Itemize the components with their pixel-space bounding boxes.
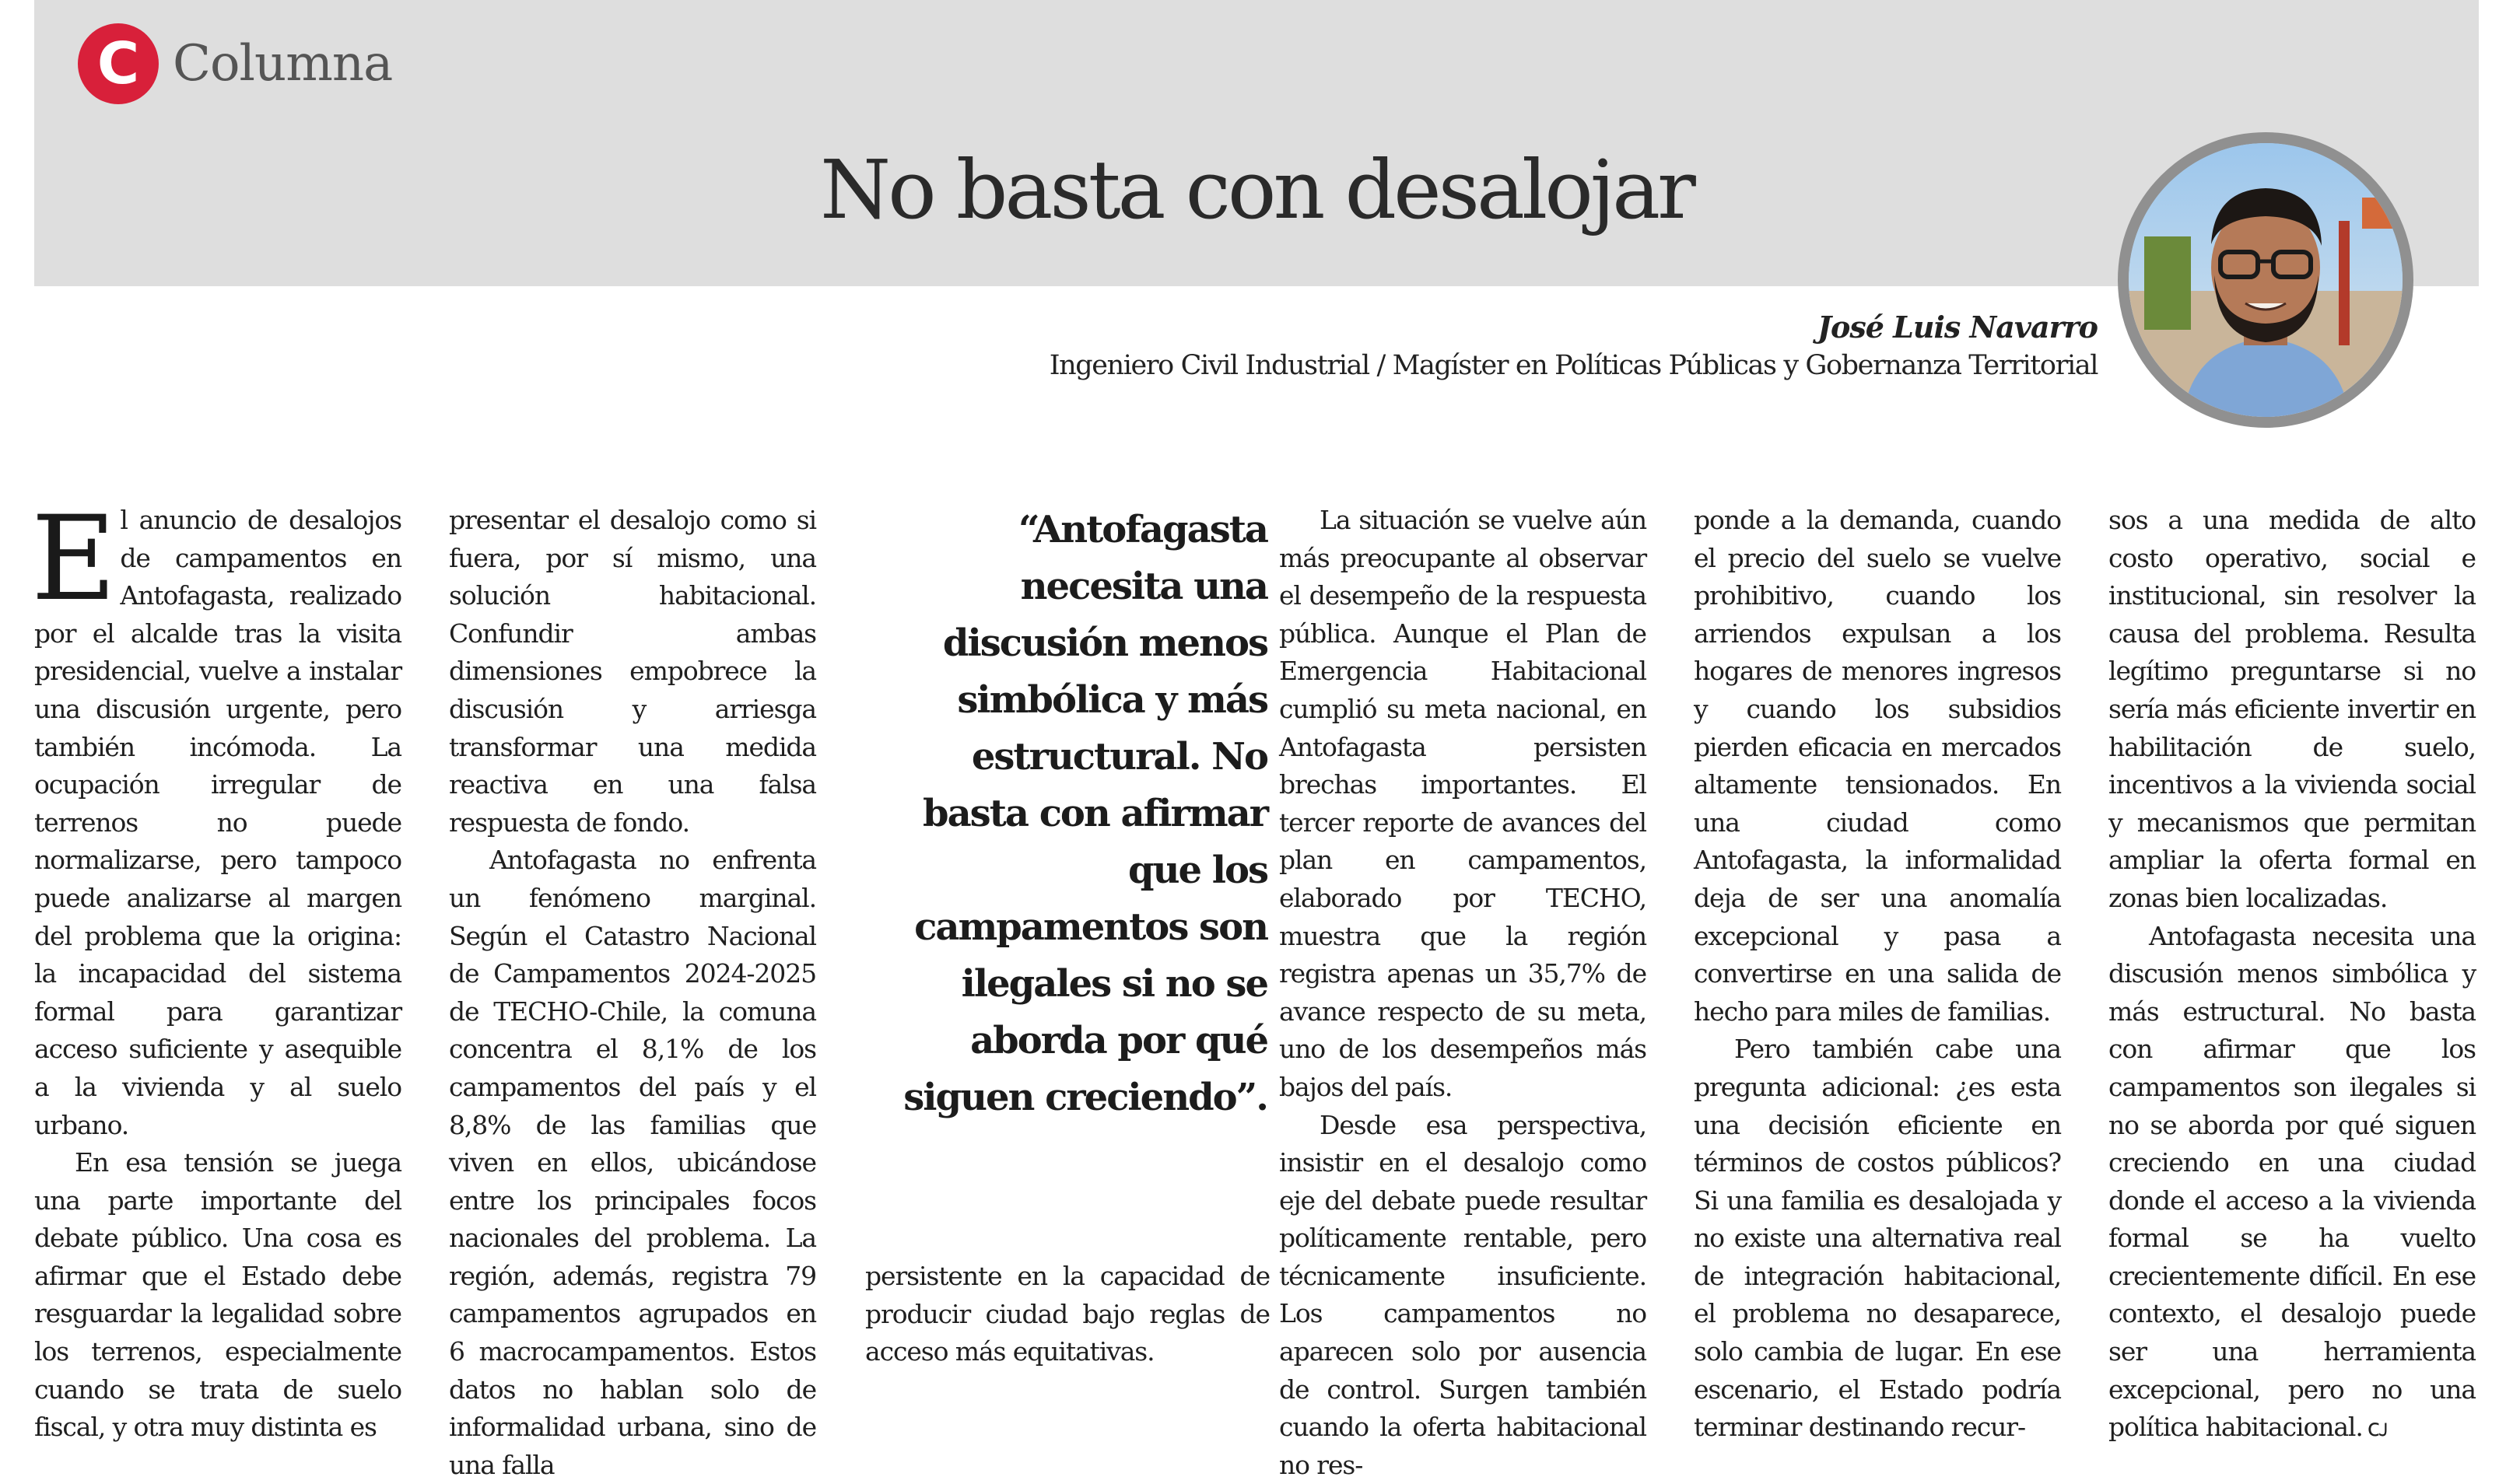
author-photo: [2118, 132, 2413, 428]
column-2: [449, 502, 816, 1484]
column-4: [1279, 502, 1646, 1484]
paragraph: Desde esa perspectiva, insistir en el desalojo como eje del debate puede resultar políticamente rentable, pero técnicamente insuficiente. Los campamentos no aparecen solo por ausencia de control. Surgen también cuando la oferta habitacional no res-: [1279, 1107, 1646, 1484]
paragraph: La situación se vuelve aún más preocupante al observar el desempeño de la respuesta pública. Aunque el Plan de Emergencia Habitacional cumplió su meta nacional, en Antofagasta persisten brechas importantes. El tercer reporte de avances del plan en campamentos, elaborado por TECHO, muestra que la región registra apenas un 35,7% de avance respecto de su meta, uno de los desempeños más bajos del país.: [1279, 502, 1646, 1107]
column-1: [34, 502, 401, 1447]
paragraph: presentar el desalojo como si fuera, por sí mismo, una solución habitacional. Confundir ambas dimensiones empobrece la discusión y arriesga transformar una medida reactiva en una falsa respuesta de fondo.: [449, 502, 816, 842]
author-portrait-image: [2129, 143, 2403, 417]
column-logo-icon: C: [78, 23, 159, 104]
paragraph: Antofagasta no enfrenta un fenómeno marginal. Según el Catastro Nacional de Campamentos 2024-2025 de TECHO-Chile, la comuna concentra el 8,1% de los campamentos del país y el 8,8% de las familias que viven en ellos, ubicándose entre los principales focos nacionales del problema. La región, además, registra 79 campamentos agrupados en 6 macrocampamentos. Estos datos no hablan solo de informalidad urbana, sino de una falla: [449, 842, 816, 1484]
end-mark-icon: ᴄᴊ: [2368, 1415, 2388, 1442]
paragraph: Antofagasta necesita una discusión menos simbólica y más estructural. No basta con afirmar que los campamentos son ilegales si no se aborda por qué siguen creciendo en una ciudad donde el acceso a la vivienda formal se ha vuelto crecientemente difícil. En ese contexto, el desalojo puede ser una herramienta excepcional, pero no una política habitacional.: [2108, 921, 2476, 1443]
article-body: [34, 502, 2479, 1419]
drop-cap: E: [31, 513, 115, 606]
paragraph: sos a una medida de alto costo operativo, social e institucional, sin resolver la causa del problema. Resulta legítimo preguntarse si no sería más eficiente invertir en habilitación de suelo, incentivos a la vivienda social y mecanismos que permitan ampliar la oferta formal en zonas bien localizadas.: [2108, 502, 2476, 918]
column-5: [1694, 502, 2061, 1447]
author-role: Ingeniero Civil Industrial / Magíster en Políticas Públicas y Gobernanza Territorial: [1050, 350, 2098, 381]
section-label: [78, 23, 392, 104]
paragraph: En esa tensión se juega una parte importante del debate público. Una cosa es afirmar que el Estado debe resguardar la legalidad sobre los terrenos, especialmente cuando se trata de suelo fiscal, y otra muy distinta es: [34, 1144, 401, 1447]
article-headline: No basta con desalojar: [34, 142, 2479, 239]
paragraph: ponde a la demanda, cuando el precio del suelo se vuelve prohibitivo, cuando los arriendos expulsan a los hogares de menores ingresos y cuando los subsidios pierden eficacia en mercados altamente tensionados. En una ciudad como Antofagasta, la informalidad deja de ser una anomalía excepcional y pasa a convertirse en una salida de hecho para miles de familias.: [1694, 502, 2061, 1031]
section-name: Columna: [173, 35, 392, 93]
paragraph: l anuncio de desalojos de campamentos en Antofagasta, realizado por el alcalde tras la visita presidencial, vuelve a instalar una discusión urgente, pero también incómoda. La ocupación irregular de terrenos no puede normalizarse, pero tampoco puede analizarse al margen del problema que la origina: la incapacidad del sistema formal para garantizar acceso suficiente y asequible a la vivienda y al suelo urbano.: [34, 505, 401, 1140]
pull-quote: “Antofagasta necesita una discusión menos simbólica y más estructural. No basta con afirmar que los campamentos son ilegales si no se aborda por qué siguen creciendo”.: [878, 502, 1267, 1126]
column-3-tail: persistente en la capacidad de producir ciudad bajo reglas de acceso más equitativas.: [865, 1258, 1270, 1371]
author-name: José Luis Navarro: [1817, 310, 2098, 345]
column-6: [2108, 502, 2476, 1448]
paragraph: Pero también cabe una pregunta adicional: ¿es esta una decisión eficiente en términos de costos públicos? Si una familia es desalojada y no existe una alternativa real de integración habitacional, el problema no desaparece, solo cambia de lugar. En ese escenario, el Estado podría terminar destinando recur-: [1694, 1031, 2061, 1447]
